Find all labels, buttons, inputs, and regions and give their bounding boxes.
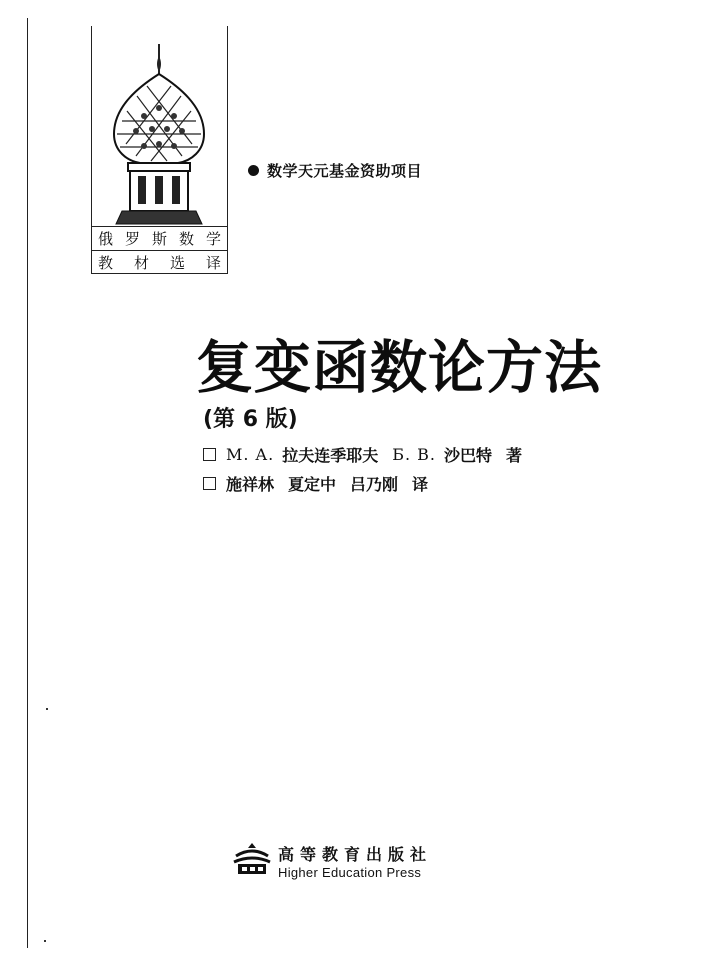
author2-initials: Б. В. — [392, 445, 436, 464]
funding-note-text: 数学天元基金资助项目 — [267, 162, 423, 180]
series-title-row-1 — [92, 226, 227, 250]
translator-name: 施祥林 — [226, 475, 275, 494]
authors-role: 著 — [506, 446, 523, 465]
publisher-logo-icon — [232, 842, 272, 878]
square-bullet-icon — [203, 448, 216, 461]
translator-name: 夏定中 — [288, 475, 337, 494]
book-title: 复变函数论方法 — [196, 335, 602, 401]
author2-name: 沙巴特 — [444, 446, 493, 465]
author1-initials: M. A. — [226, 445, 275, 464]
series-char: 译 — [205, 253, 221, 272]
authors-line — [203, 443, 522, 466]
scan-speck — [46, 708, 48, 710]
series-char: 数 — [178, 230, 194, 248]
series-title-row-2 — [92, 250, 227, 274]
series-badge — [91, 26, 228, 274]
series-char: 选 — [169, 253, 185, 272]
scan-speck — [44, 940, 46, 942]
translator-name: 吕乃刚 — [350, 475, 399, 494]
square-bullet-icon — [203, 477, 216, 490]
funding-note — [248, 160, 422, 181]
book-edition: (第 6 版) — [203, 407, 298, 432]
publisher-name-chinese: 高等教育出版社 — [278, 845, 433, 864]
series-char: 教 — [98, 253, 114, 272]
series-char: 俄 — [98, 230, 114, 248]
translators-role: 译 — [412, 475, 429, 494]
series-char: 材 — [133, 253, 149, 272]
bullet-icon — [248, 165, 259, 176]
series-char: 罗 — [124, 230, 140, 248]
series-char: 学 — [205, 230, 221, 248]
page-left-rule — [27, 18, 28, 948]
translators-line — [203, 472, 428, 495]
publisher-name-english: Higher Education Press — [278, 865, 422, 880]
author1-name: 拉夫连季耶夫 — [282, 446, 379, 465]
onion-dome-emblem — [92, 26, 227, 226]
series-char: 斯 — [151, 230, 167, 248]
